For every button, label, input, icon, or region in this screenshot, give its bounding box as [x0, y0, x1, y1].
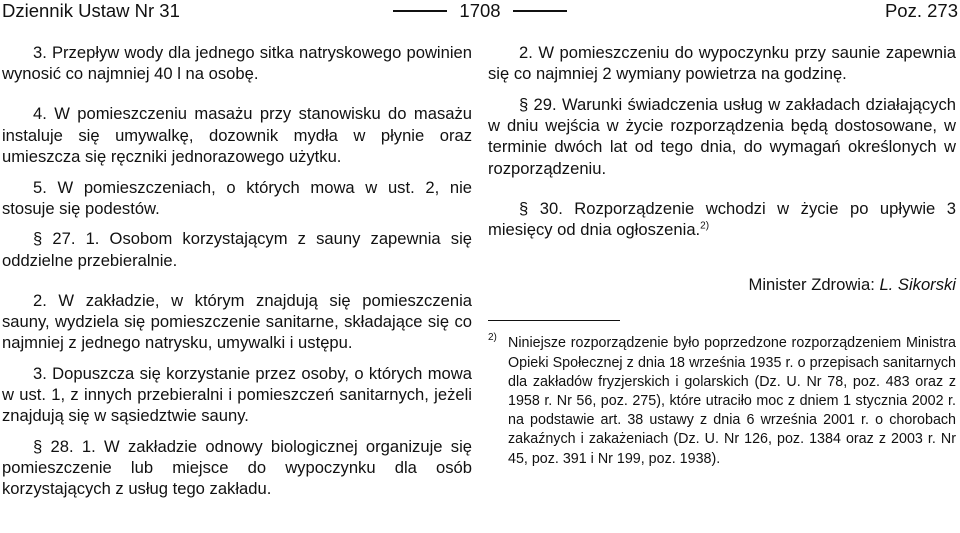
page-header — [0, 0, 960, 24]
right-column — [488, 42, 956, 469]
page-number-dash-left — [393, 10, 447, 11]
paragraph-26-5: 5. W pomieszczeniach, o których mowa w ust. 2, nie stosuje się podestów. — [2, 177, 472, 218]
section-27-3: 3. Dopuszcza się korzystanie przez osoby, o których mowa w ust. 1, z innych przebieralni i pomieszczeń sanitarnych, jeżeli znajdują się w sąsiedztwie sauny. — [2, 363, 472, 426]
footnote-mark: 2) — [488, 332, 497, 344]
page-number-block — [0, 0, 960, 22]
paragraph-26-3: 3. Przepływ wody dla jednego sitka natryskowego powinien wynosić co najmniej 40 l na osobę. — [2, 43, 472, 84]
journal-title: Dziennik Ustaw Nr 31 — [2, 0, 180, 21]
section-28-1: § 28. 1. W zakładzie odnowy biologicznej organizuje się pomieszczenie lub miejsce do wypoczynku dla osób korzystających z usług tego zakładu. — [2, 437, 472, 499]
section-27-1: § 27. 1. Osobom korzystającym z sauny zapewnia się oddzielne przebieralnie. — [2, 229, 472, 270]
footnote-reference: 2) — [700, 220, 710, 232]
paragraph-26-4: 4. W pomieszczeniu masażu przy stanowisku do masażu instaluje się umywalkę, dozownik mydła w płynie oraz umieszcza się ręczniki jednorazowego użytku. — [2, 104, 472, 166]
signature — [488, 274, 956, 295]
signature-title: Minister Zdrowia: — [748, 275, 875, 295]
footnote-text: Niniejsze rozporządzenie było poprzedzone rozporządzeniem Ministra Opieki Społecznej z dnia 18 września 1935 r. o przepisach sanitarnych dla zakładów fryzjerskich i golarskich (Dz. U. Nr 78, poz. 483 oraz z 1958 r. Nr 56, poz. 275), które utraciło moc z dniem 1 stycznia 2002 r. na podstawie art. 38 ustawy z dnia 6 września 2001 r. o chorobach zakaźnych i zakażeniach (Dz. U. Nr 126, poz. 1384 oraz z 2003 r. Nr 45, poz. 391 i Nr 199, poz. 1938). — [508, 335, 956, 467]
section-28-2: 2. W pomieszczeniu do wypoczynku przy saunie zapewnia się co najmniej 2 wymiany powietrza na godzinę. — [488, 43, 956, 84]
section-30-text: § 30. Rozporządzenie wchodzi w życie po upływie 3 miesięcy od dnia ogłoszenia. — [488, 198, 956, 239]
footnote — [488, 334, 956, 468]
page-number-dash-right — [513, 10, 567, 11]
left-column — [2, 42, 472, 500]
page-number: 1708 — [459, 0, 501, 21]
section-30 — [488, 198, 956, 240]
position-number: Poz. 273 — [884, 0, 958, 21]
section-27-2: 2. W zakładzie, w którym znajdują się pomieszczenia sauny, wydziela się pomieszczenie sanitarne, składające się co najmniej z jednego natrysku, umywalki i ustępu. — [2, 290, 472, 353]
section-29: § 29. Warunki świadczenia usług w zakładach działających w dniu wejścia w życie rozporządzenia będą dostosowane, w terminie dwóch lat od tego dnia, do wymagań określonych w rozporządzeniu. — [488, 94, 956, 178]
footnote-divider — [488, 320, 620, 321]
signature-name: L. Sikorski — [879, 275, 956, 295]
